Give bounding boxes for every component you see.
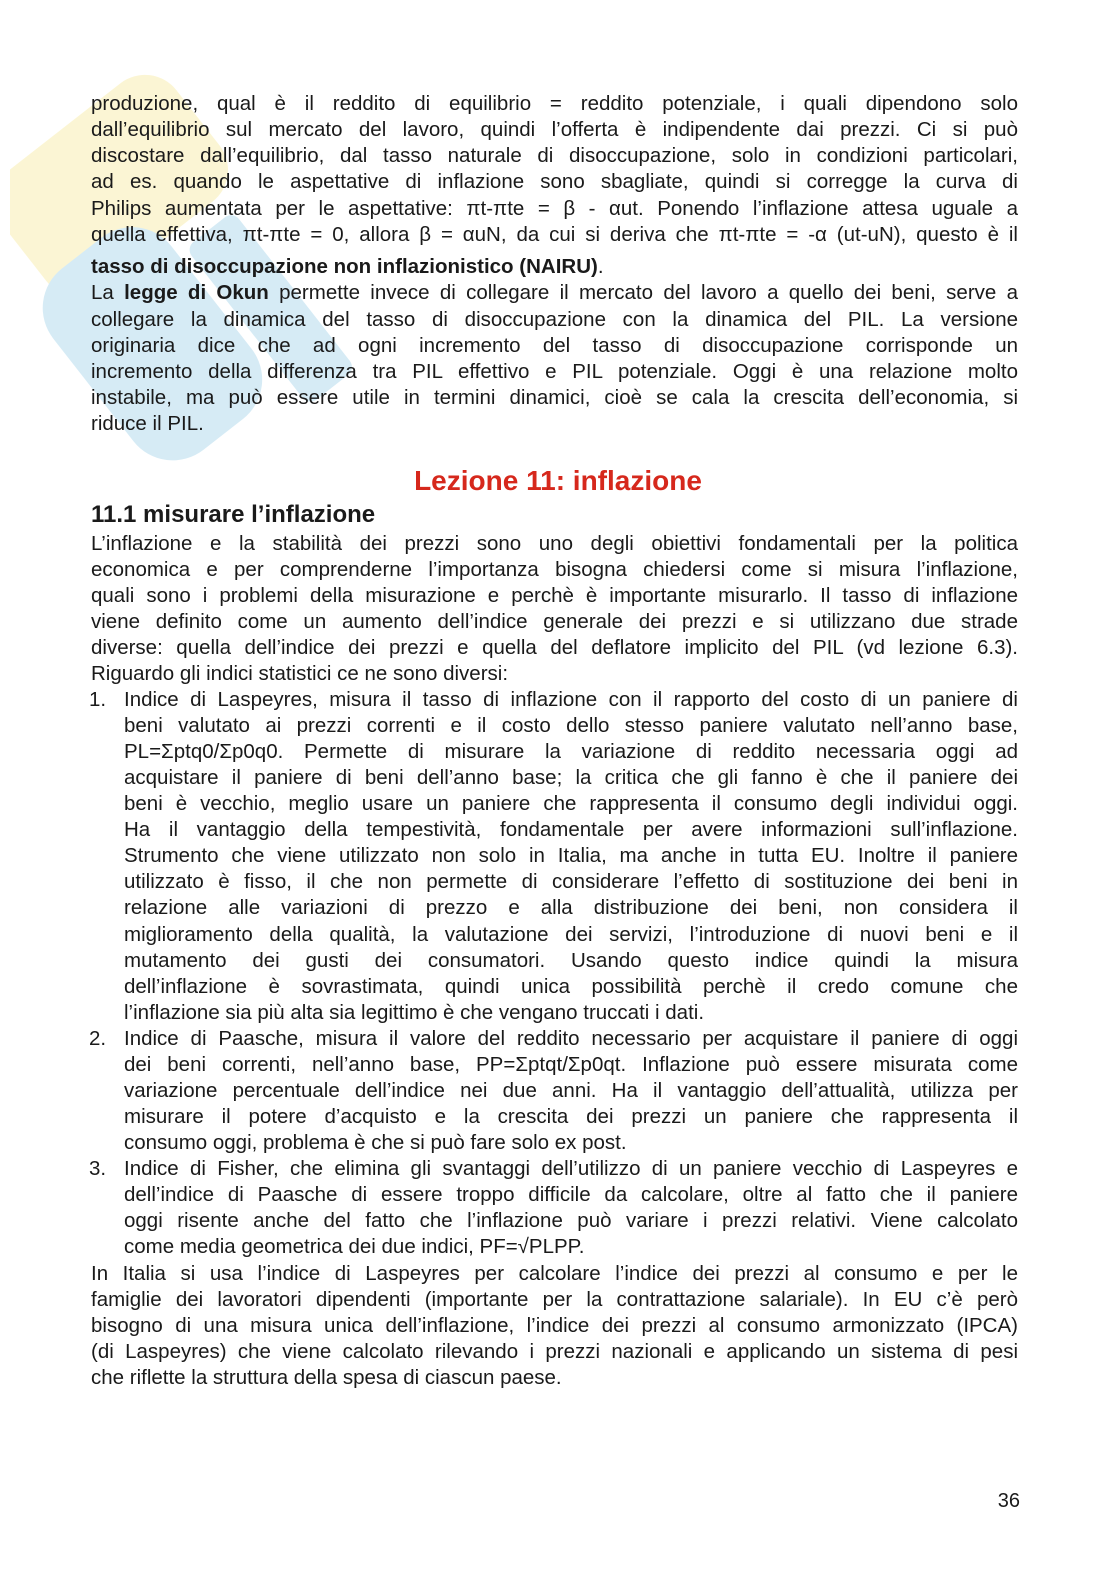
list-item-line: variazione percentuale dell’indice nei due anni. Ha il vantaggio dell’attualità, utilizza per — [124, 1079, 1018, 1102]
list-item-line: Strumento che viene utilizzato non solo in Italia, ma anche in tutta EU. Inoltre il paniere — [124, 844, 1018, 867]
list-item-line: beni valutato ai prezzi correnti e il costo dello stesso paniere valutato nell’anno base, — [124, 714, 1018, 737]
text-line: bisogno di una misura unica dell’inflazione, l’indice dei prezzi al consumo armonizzato (IPCA) — [91, 1314, 1018, 1337]
text-line: economica e per comprenderne l’importanza bisogna chiedersi come si misura l’inflazione, — [91, 558, 1018, 581]
text-line: collegare la dinamica del tasso di disoccupazione con la dinamica del PIL. La versione — [91, 308, 1018, 331]
list-item-line: PL=Σptq0/Σp0q0. Permette di misurare la variazione di reddito necessaria oggi ad — [124, 740, 1018, 763]
text-line: L’inflazione e la stabilità dei prezzi sono uno degli obiettivi fondamentali per la politica — [91, 532, 1018, 555]
list-item-line: l’inflazione sia più alta sia legittimo è che vengano truccati i dati. — [124, 1001, 705, 1024]
page-number: 36 — [997, 1490, 1020, 1512]
list-item-line: utilizzato è fisso, il che non permette di considerare l’effetto di sostituzione dei beni in — [124, 870, 1018, 893]
list-item-line: Indice di Laspeyres, misura il tasso di inflazione con il rapporto del costo di un paniere di — [124, 688, 1018, 711]
text-line: Riguardo gli indici statistici ce ne sono diversi: — [91, 662, 509, 685]
text-line: famiglie dei lavoratori dipendenti (importante per la contrattazione salariale). In EU c’è però — [91, 1288, 1018, 1311]
text-line: discostare dall’equilibrio, dal tasso naturale di disoccupazione, solo in condizioni particolari, — [91, 144, 1018, 167]
list-item-line: come media geometrica dei due indici, PF=√PLPP. — [124, 1235, 585, 1258]
list-item-line: miglioramento della qualità, la valutazione dei servizi, l’introduzione di nuovi beni e il — [124, 923, 1018, 946]
section-title: 11.1 misurare l’inflazione — [91, 501, 376, 528]
list-item-line: misurare il potere d’acquisto e la crescita dei prezzi un paniere che rappresenta il — [124, 1105, 1018, 1128]
text-fragment: permette invece di collegare il mercato del lavoro a quello dei beni, serve a — [268, 281, 1018, 304]
text-line: Philips aumentata per le aspettative: πt-πte = β - αut. Ponendo l’inflazione attesa uguale a — [91, 197, 1018, 220]
list-item-line: Ha il vantaggio della tempestività, fondamentale per avere informazioni sull’inflazione. — [124, 818, 1018, 841]
text-line — [91, 280, 1018, 306]
text-line: ad es. quando le aspettative di inflazione sono sbagliate, quindi si corregge la curva di — [91, 170, 1018, 193]
list-item-line: relazione alle variazioni di prezzo e alla distribuzione dei beni, non considera il — [124, 896, 1018, 919]
list-item-line: dell’indice di Paasche di essere troppo difficile da calcolare, oltre al fatto che il paniere — [124, 1183, 1018, 1206]
text-line: viene definito come un aumento dell’indice generale dei prezzi e si utilizzano due strade — [91, 610, 1018, 633]
text-line: dall’equilibrio sul mercato del lavoro, quindi l’offerta è indipendente dai prezzi. Ci si può — [91, 118, 1018, 141]
list-number: 3. — [89, 1157, 107, 1180]
list-item-line: oggi risente anche del fatto che l’inflazione può variare i prezzi relativi. Viene calcolato — [124, 1209, 1018, 1232]
list-item-line: consumo oggi, problema è che si può fare solo ex post. — [124, 1131, 627, 1154]
list-item-line: Indice di Paasche, misura il valore del reddito necessario per acquistare il paniere di oggi — [124, 1027, 1018, 1050]
list-item-line: Indice di Fisher, che elimina gli svantaggi dell’utilizzo di un paniere vecchio di Laspeyres e — [124, 1157, 1018, 1180]
text-line — [91, 254, 1018, 280]
list-item-line: dei beni correnti, nell’anno base, PP=Σptqt/Σp0qt. Inflazione può essere misurata come — [124, 1053, 1018, 1076]
text-fragment: La — [91, 281, 125, 304]
list-item-line: mutamento dei gusti dei consumatori. Usando questo indice quindi la misura — [124, 949, 1018, 972]
nairu-term: tasso di disoccupazione non inflazionistico (NAIRU) — [91, 255, 598, 278]
list-number: 2. — [89, 1027, 107, 1050]
text-line: produzione, qual è il reddito di equilibrio = reddito potenziale, i quali dipendono solo — [91, 92, 1018, 115]
text-line: originaria dice che ad ogni incremento del tasso di disoccupazione corrisponde un — [91, 334, 1018, 357]
text-line: instabile, ma può essere utile in termini dinamici, cioè se cala la crescita dell’economia, si — [91, 386, 1018, 409]
text-line: quali sono i problemi della misurazione e perchè è importante misurarlo. Il tasso di inflazione — [91, 584, 1018, 607]
text-line: In Italia si usa l’indice di Laspeyres per calcolare l’indice dei prezzi al consumo e per le — [91, 1262, 1018, 1285]
text-fragment: . — [597, 255, 604, 278]
text-line: incremento della differenza tra PIL effettivo e PIL potenziale. Oggi è una relazione molto — [91, 360, 1018, 383]
text-line: che riflette la struttura della spesa di ciascun paese. — [91, 1366, 562, 1389]
text-line: quella effettiva, πt-πte = 0, allora β = αuN, da cui si deriva che πt-πte = -α (ut-uN), questo è il — [91, 223, 1018, 246]
text-line: riduce il PIL. — [91, 412, 204, 435]
list-number: 1. — [89, 688, 107, 711]
text-line: diverse: quella dell’indice dei prezzi e quella del deflatore implicito del PIL (vd lezione 6.3). — [91, 636, 1018, 659]
text-line: (di Laspeyres) che viene calcolato rilevando i prezzi nazionali e applicando un sistema di pesi — [91, 1340, 1018, 1363]
list-item-line: dell’inflazione è sovrastimata, quindi unica possibilità perchè il credo comune che — [124, 975, 1018, 998]
okun-term: legge di Okun — [124, 281, 269, 304]
list-item-line: beni è vecchio, meglio usare un paniere che rappresenta il consumo degli individui oggi. — [124, 792, 1018, 815]
lesson-title: Lezione 11: inflazione — [414, 465, 702, 496]
list-item-line: acquistare il paniere di beni dell’anno base; la critica che gli fanno è che il paniere dei — [124, 766, 1018, 789]
